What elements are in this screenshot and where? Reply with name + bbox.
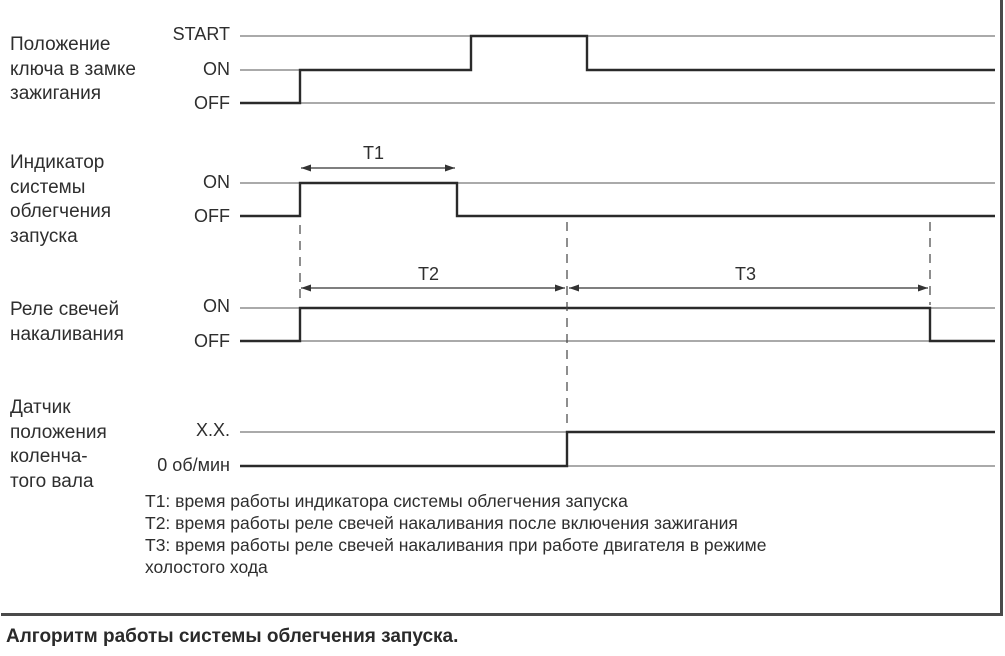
waveform-indicator: [240, 183, 995, 216]
group-label-line: Положение: [10, 34, 111, 55]
legend: [145, 490, 766, 578]
span-arrows: [301, 168, 928, 288]
group-label-line: Реле свечей: [10, 299, 120, 320]
group-label-line: системы: [10, 176, 86, 198]
legend-item-t2: T2: время работы реле свечей накаливания после включения зажигания: [145, 513, 738, 533]
group-label-line: облегчения: [10, 201, 112, 222]
group-label-line: Индикатор: [10, 152, 105, 173]
level-label-off: OFF: [194, 331, 230, 351]
group-label-line: запуска: [10, 225, 78, 247]
group-label-line: коленча-: [10, 446, 88, 467]
group-label-line: зажигания: [10, 83, 102, 104]
level-label-off: OFF: [194, 206, 230, 226]
span-label-t2: T2: [418, 264, 440, 284]
figure-caption: Алгоритм работы системы облегчения запуска.: [6, 626, 459, 647]
waveform-ignition-key: [240, 36, 995, 103]
span-label-t3: T3: [735, 264, 757, 284]
span-label-t1: T1: [363, 143, 385, 163]
legend-item-t1: T1: время работы индикатора системы облегчения запуска: [145, 491, 628, 511]
level-label-on: ON: [203, 172, 230, 192]
legend-item-t3: T3: время работы реле свечей накаливания при работе двигателя в режиме: [145, 535, 767, 555]
waveform-glow-relay: [240, 308, 995, 341]
legend-item-t3-cont: холостого хода: [145, 557, 268, 577]
level-label-on: ON: [203, 296, 230, 316]
level-label-zero-rpm: 0 об/мин: [157, 455, 230, 475]
level-reference-lines: [240, 36, 995, 466]
group-label-line: накаливания: [10, 323, 124, 345]
waveform-crank-sensor: [240, 432, 995, 466]
waveforms: [240, 36, 995, 466]
level-label-start: START: [172, 24, 230, 44]
group-label-line: ключа в замке: [10, 58, 136, 80]
group-label-line: того вала: [10, 470, 94, 492]
time-guides: [300, 222, 930, 430]
group-label-line: Датчик: [10, 397, 71, 418]
group-label-line: положения: [10, 421, 107, 443]
level-label-off: OFF: [194, 93, 230, 113]
level-label-idle: X.X.: [195, 420, 230, 440]
level-label-on: ON: [203, 59, 230, 79]
